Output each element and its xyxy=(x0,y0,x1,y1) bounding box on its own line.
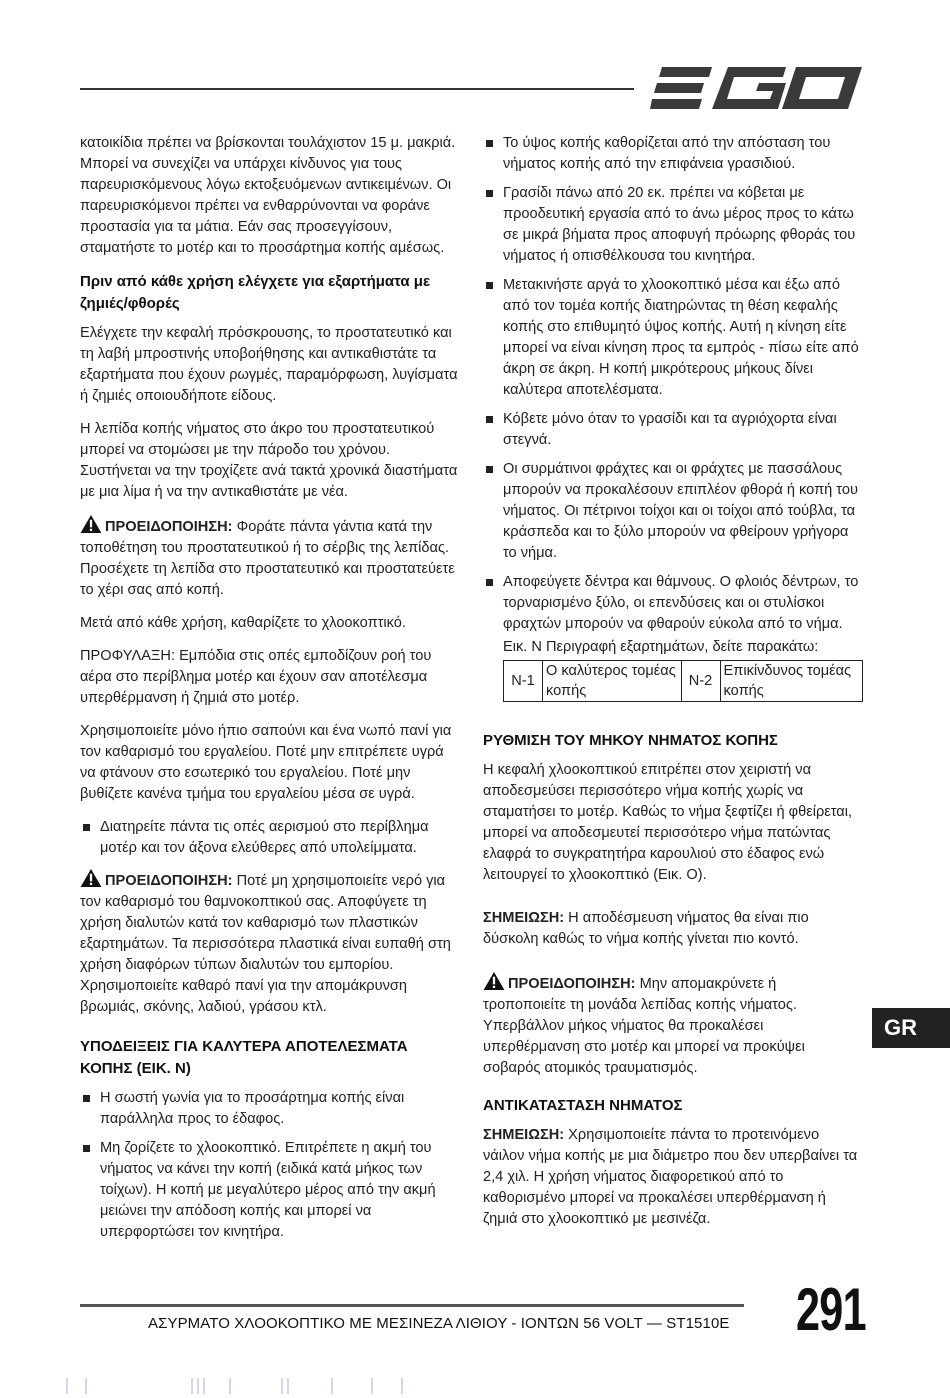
list-item: Η σωστή γωνία για το προσάρτημα κοπής είναι παράλληλα προς το έδαφος. xyxy=(80,1088,460,1130)
inspection-paragraph: Ελέγχετε την κεφαλή πρόσκρουσης, το προστατευτικό και τη λαβή μπροστινής υποβοήθησης και αντικαθιστάτε τα εξαρτήματα που έχουν ρωγμές, παραμόρφωση, λυγίσματα ή ζημιές οποιουδήποτε είδους. xyxy=(80,325,458,404)
note-text: Η αποδέσμευση νήματος θα είναι πιο δύσκολη καθώς το νήμα κοπής γίνεται πιο κοντό. xyxy=(483,910,809,947)
tips-bullet-list-continued xyxy=(483,133,863,635)
note-line-replacement xyxy=(483,1125,863,1230)
list-item: Μετακινήστε αργά το χλοοκοπτικό μέσα και έξω από από τον τομέα κοπής διατηρώντας τη θέση κεφαλής κοπής στο επιθυμητό ύψος κοπής. Αυτή η κίνηση είτε μπορεί να είναι κίνηση προς τα εμπρός - πίσω είτε από άκρη σε άκρη. Η κοπή μικρότερους μήκους δίνει καλύτερα αποτελέσματα. xyxy=(483,275,863,401)
part-code: N-2 xyxy=(681,661,720,702)
note-label: ΣΗΜΕΙΩΣΗ: xyxy=(483,1127,565,1143)
warning-blade-unit xyxy=(483,972,863,1079)
part-code: N-1 xyxy=(504,661,543,702)
header-rule xyxy=(80,88,634,90)
line-length-paragraph: Η κεφαλή χλοοκοπτικού επιτρέπει στον χειριστή να αποδεσμεύσει περισσότερο νήμα κοπής χωρίς να σταματήσει το μοτέρ. Καθώς το νήμα ξεφτίζει ή φθείρεται, μπορεί να αποδεσμευτεί περισσότερο νήμα πατώντας ελαφρά το συγκρατητήρα καρουλιού στο έδαφος ενώ λειτουργεί το χλοοκοπτικό (Εικ. O). xyxy=(483,762,853,883)
parts-table xyxy=(503,660,863,702)
warning-text: Ποτέ μη χρησιμοποιείτε νερό για τον καθαρισμό του θαμνοκοπτικού σας. Αποφύγετε τη χρήση διαλυτών κατά τον καθαρισμό των πλαστικών εξαρτημάτων. Τα περισσότερα πλαστικά είναι ευπαθή στη χρήση διαφόρων τύπων διαλυτών του εμπορίου. Χρησιμοποιείτε καθαρό πανί για την απομάκρυνση βρωμιάς, σκόνης, λαδιού, γράσου κτλ. xyxy=(80,873,451,1015)
table-row xyxy=(504,661,863,702)
section-heading-tips: ΥΠΟΔΕΙΞΕΙΣ ΓΙΑ ΚΑΛΥΤΕΡΑ ΑΠΟΤΕΛΕΣΜΑΤΑ ΚΟΠΗΣ (ΕΙΚ. N) xyxy=(80,1038,408,1077)
intro-paragraph: κατοικίδια πρέπει να βρίσκονται τουλάχιστον 15 μ. μακριά. Μπορεί να συνεχίζει να υπάρχει κίνδυνος για τους παρευρισκόμενους λόγω εκτοξευόμενων αντικειμένων. Οι παρευρισκόμενοι πρέπει να ενθαρρύνονται να φοράνε προστασία για τα μάτια. Εάν σας προσεγγίσουν, σταματήστε το μοτέρ και το προσάρτημα κοπής αμέσως. xyxy=(80,135,456,256)
caution-paragraph: ΠΡΟΦΥΛΑΞΗ: Εμπόδια στις οπές εμποδίζουν ροή του αέρα στο περίβλημα μοτέρ και έχουν σαν αποτέλεσμα υπερθέρμανση ή ζημιά στο μοτέρ. xyxy=(80,648,432,706)
after-use-paragraph: Μετά από κάθε χρήση, καθαρίζετε το χλοοκοπτικό. xyxy=(80,615,406,631)
left-column xyxy=(80,133,460,1253)
note-label: ΣΗΜΕΙΩΣΗ: xyxy=(483,910,565,926)
footer-title: ΑΣΥΡΜΑΤΟ ΧΛΟΟΚΟΠΤΙΚΟ ΜΕ ΜΕΣΙΝΕΖΑ ΛΙΘΙΟΥ - ΙΟΝΤΩΝ 56 VOLT — ST1510E xyxy=(148,1315,730,1332)
section-heading-inspection: Πριν από κάθε χρήση ελέγχετε για εξαρτήματα με ζημιές/φθορές xyxy=(80,273,431,312)
language-tab: GR xyxy=(872,1008,950,1048)
ego-logo xyxy=(650,64,862,112)
warning-text: Φοράτε πάντα γάντια κατά την τοποθέτηση του προστατευτικού ή το σέρβις της λεπίδας. Προσέχετε τη λεπίδα στο προστατευτικό και προστατεύετε το χέρι σας από κοπή. xyxy=(80,519,455,598)
warning-triangle-icon xyxy=(80,869,102,887)
list-item: Το ύψος κοπής καθορίζεται από την απόσταση του νήματος κοπής από την επιφάνεια γρασιδιού. xyxy=(483,133,863,175)
footer-rule xyxy=(80,1304,744,1307)
note-text: Χρησιμοποιείτε πάντα το προτεινόμενο νάιλον νήμα κοπής με μια διάμετρο που δεν υπερβαίνει τα 2,4 χιλ. Η χρήση νήματος διαφορετικού από το καθορισμένο μπορεί να προκαλέσει υπερθέρμανση ή ζημιά στο χλοοκοπτικό με μεσινέζα. xyxy=(483,1127,858,1227)
part-description: Ο καλύτερος τομέας κοπής xyxy=(543,661,682,702)
warning-triangle-icon xyxy=(80,515,102,533)
warning-label: ΠΡΟΕΙΔΟΠΟΙΗΣΗ: xyxy=(105,873,233,889)
warning-label: ΠΡΟΕΙΔΟΠΟΙΗΣΗ: xyxy=(105,519,233,535)
list-item: Οι συρμάτινοι φράχτες και οι φράχτες με πασσάλους μπορούν να προκαλέσουν επιπλέον φθορά ή κοπή του νήματος. Οι πέτρινοι τοίχοι και οι τοίχοι από τούβλα, τα κράσπεδα και το ξύλο μπορούν να φθείρουν γρήγορα το νήμα. xyxy=(483,459,863,564)
warning-text: Μην απομακρύνετε ή τροποποιείτε τη μονάδα λεπίδας κοπής νήματος. Υπερβάλλον μήκος νήματος θα προκαλέσει υπερθέρμανση στο μοτέρ και μπορεί να προκύψει σοβαρός ατομικός τραυματισμός. xyxy=(483,976,805,1076)
page-number: 291 xyxy=(796,1276,866,1343)
list-item: Αποφεύγετε δέντρα και θάμνους. Ο φλοιός δέντρων, το τορναρισμένο ξύλο, οι επενδύσεις και οι στυλίσκοι φραχτών μπορούν να φθαρούν εύκολα από το νήμα. xyxy=(483,572,863,635)
right-column xyxy=(483,133,863,1242)
section-heading-line-replacement: ΑΝΤΙΚΑΤΑΣΤΑΣΗ ΝΗΜΑΤΟΣ xyxy=(483,1097,683,1114)
note-line-release xyxy=(483,908,863,950)
list-item: Γρασίδι πάνω από 20 εκ. πρέπει να κόβεται με προοδευτική εργασία από το άνω μέρος προς το κάτω σε μικρά βήματα προς αποφυγή πρόωρης φθοράς του νήματος ή οπισθέλκουσα του κινητήρα. xyxy=(483,183,863,267)
print-crop-marks xyxy=(62,1376,462,1396)
list-item: Κόβετε μόνο όταν το γρασίδι και τα αγριόχορτα είναι στεγνά. xyxy=(483,409,863,451)
blade-paragraph: Η λεπίδα κοπής νήματος στο άκρο του προστατευτικού μπορεί να στομώσει με την πάροδο του χρόνου. Συστήνεται να την τροχίζετε ανά τακτά χρονικά διαστήματα με μια λίμα ή να την αντικαθιστάτε με νέα. xyxy=(80,421,458,500)
list-item: Διατηρείτε πάντα τις οπές αερισμού στο περίβλημα μοτέρ και τον άξονα ελεύθερες από υπολείμματα. xyxy=(80,817,460,859)
figure-caption: Εικ. N Περιγραφή εξαρτημάτων, δείτε παρακάτω: xyxy=(503,639,819,655)
list-item: Μη ζορίζετε το χλοοκοπτικό. Επιτρέπετε η ακμή του νήματος να κάνει την κοπή (ειδικά κατά μήκος των τοίχων). Η κοπή με μεγαλύτερο μέρος από την ακμή μειώνει την απόδοση κοπής και μπορεί να υπερφορτώσει τον κινητήρα. xyxy=(80,1138,460,1243)
warning-gloves xyxy=(80,515,460,601)
cleaning-paragraph: Χρησιμοποιείτε μόνο ήπιο σαπούνι και ένα νωπό πανί για τον καθαρισμό του εργαλείου. Ποτέ μην επιτρέπετε υγρά να φτάνουν στο εσωτερικό του εργαλείου. Ποτέ μην βυθίζετε κανένα τμήμα του εργαλείου μέσα σε υγρά. xyxy=(80,723,452,802)
warning-label: ΠΡΟΕΙΔΟΠΟΙΗΣΗ: xyxy=(508,976,636,992)
section-heading-line-length: ΡΥΘΜΙΣΗ ΤΟΥ ΜΗΚΟΥ ΝΗΜΑΤΟΣ ΚΟΠΗΣ xyxy=(483,732,778,749)
tips-bullet-list xyxy=(80,1088,460,1243)
vents-bullet-list xyxy=(80,817,460,859)
warning-water xyxy=(80,869,460,1018)
part-description: Επικίνδυνος τομέας κοπής xyxy=(720,661,862,702)
warning-triangle-icon xyxy=(483,972,505,990)
